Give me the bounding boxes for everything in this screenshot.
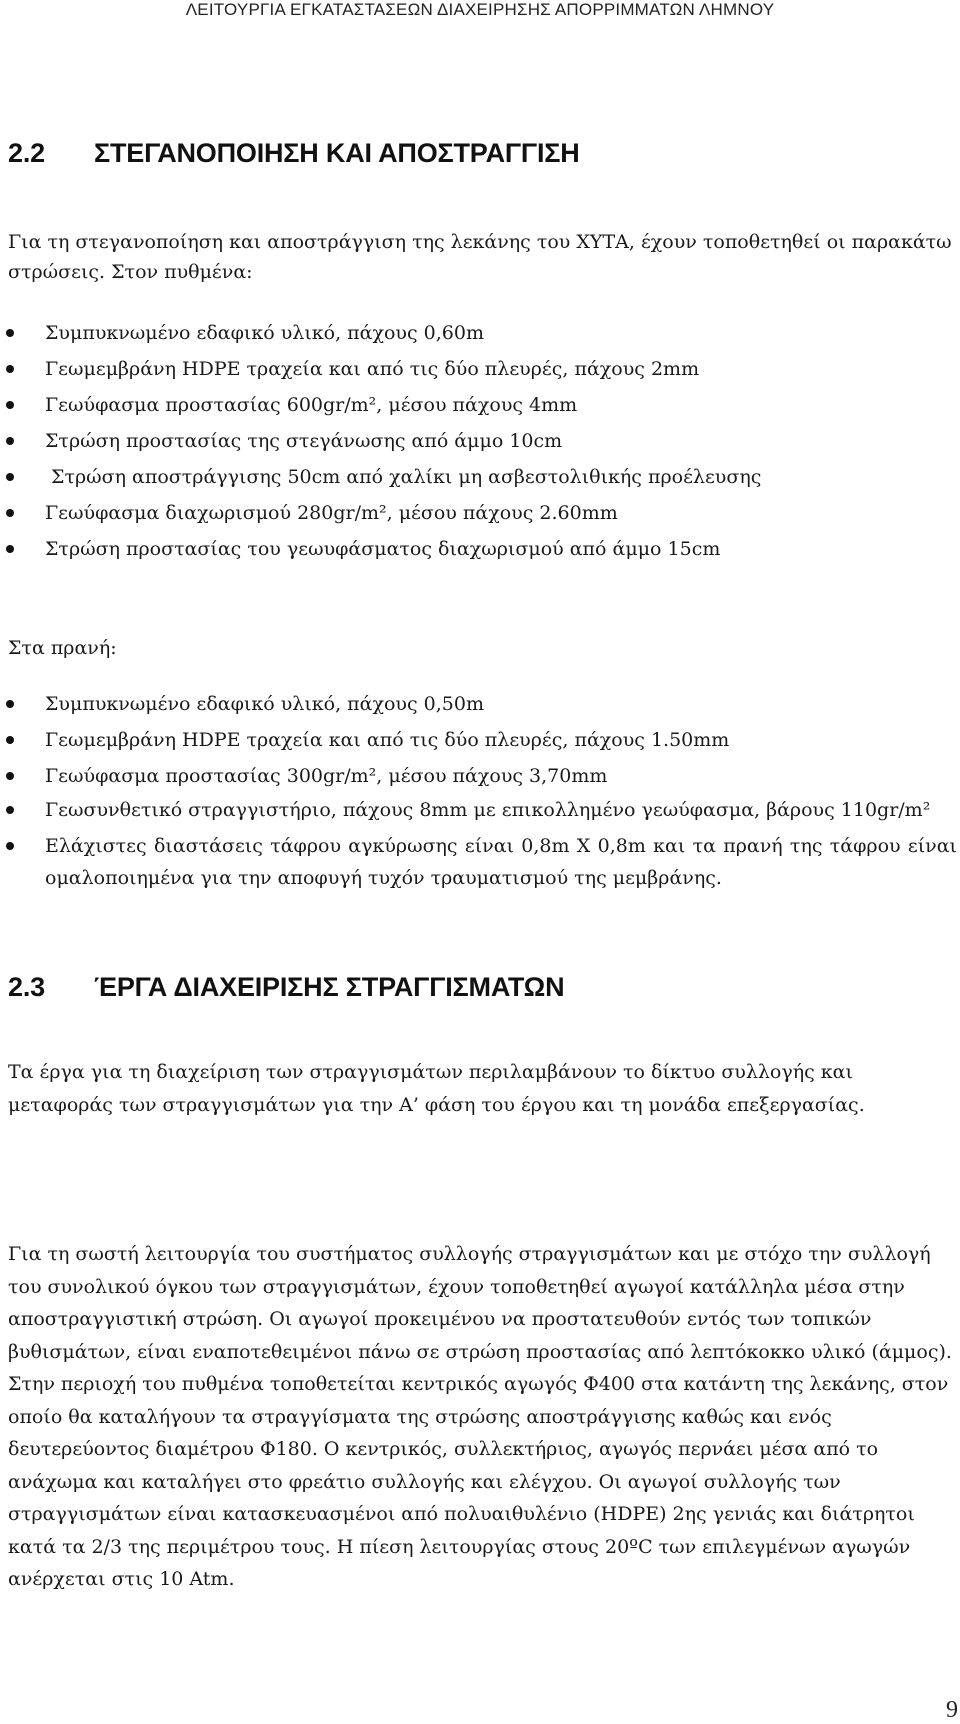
list-item-text: Γεωύφασμα διαχωρισμού 280gr/m², μέσου πάχους 2.60mm [45,502,618,524]
section-number: 2.2 [8,138,45,168]
slopes-label: Στα πρανή: [8,637,117,659]
list-item [0,495,957,531]
list-item [0,722,957,758]
section-number: 2.3 [8,972,45,1002]
list-item [0,758,957,794]
list-item [0,531,957,567]
bullet-icon [6,473,14,481]
list-item-text: Στρώση αποστράγγισης 50cm από χαλίκι μη ασβεστολιθικής προέλευσης [45,466,762,488]
bullet-icon [6,806,14,814]
list-item [0,387,957,423]
bullet-icon [6,736,14,744]
paragraph-1: Τα έργα για τη διαχείριση των στραγγισμάτων περιλαμβάνουν το δίκτυο συλλογής και μεταφοράς των στραγγισμάτων για την Α’ φάση του έργου και τη μονάδα επεξεργασίας. [8,1061,865,1116]
bottom-layers-list [0,315,960,567]
list-item-text: Γεωσυνθετικό στραγγιστήριο, πάχους 8mm με επικολλημένο γεωύφασμα, βάρους 110gr/m² [45,799,931,821]
list-item-text: Συμπυκνωμένο εδαφικό υλικό, πάχους 0,50m [45,693,484,715]
bullet-icon [6,545,14,553]
list-item-text: Στρώση προστασίας του γεωυφάσματος διαχωρισμού από άμμο 15cm [45,538,721,560]
bullet-icon [6,772,14,780]
bullet-icon [6,329,14,337]
list-item [0,686,957,722]
list-item [0,423,957,459]
bullet-icon [6,401,14,409]
bullet-icon [6,365,14,373]
section-title: ΈΡΓΑ ΔΙΑΧΕΙΡΙΣΗΣ ΣΤΡΑΓΓΙΣΜΑΤΩΝ [94,972,565,1002]
intro-paragraph: Για τη στεγανοποίηση και αποστράγγιση της λεκάνης του ΧΥΤΑ, έχουν τοποθετηθεί οι παρακάτω στρώσεις. Στον πυθμένα: [8,231,952,283]
page-number: 9 [946,1697,958,1723]
list-item [0,794,957,826]
bullet-icon [6,842,14,850]
bullet-icon [6,700,14,708]
bullet-icon [6,509,14,517]
list-item-text: Γεωύφασμα προστασίας 600gr/m², μέσου πάχους 4mm [45,394,578,416]
list-item [0,830,957,894]
list-item-text: Συμπυκνωμένο εδαφικό υλικό, πάχους 0,60m [45,322,484,344]
bullet-icon [6,437,14,445]
paragraph-2: Για τη σωστή λειτουργία του συστήματος συλλογής στραγγισμάτων και με στόχο την συλλογή του συνολικού όγκου των στραγγισμάτων, έχουν τοποθετηθεί αγωγοί κατάλληλα μέσα στην αποστραγγιστική στρώση. Οι αγωγοί προκειμένου να προστατευθούν εντός των τοπικών βυθισμάτων, είναι εναποτεθειμένοι πάνω σε στρώση προστασίας από λεπτόκοκκο υλικό (άμμος). Στην περιοχή του πυθμένα τοποθετείται κεντρικός αγωγός Φ400 στα κατάντη της λεκάνης, στον οποίο θα καταλήγουν τα στραγγίσματα της στρώσης αποστράγγισης καθώς και ενός δευτερεύοντος διαμέτρου Φ180. Ο κεντρικός, συλλεκτήριος, αγωγός περνάει μέσα από το ανάχωμα και καταλήγει στο φρεάτιο συλλογής και ελέγχου. Οι αγωγοί συλλογής των στραγγισμάτων είναι κατασκευασμένοι από πολυαιθυλένιο (HDPE) 2ης γενιάς και διάτρητοι κατά τα 2/3 της περιμέτρου τους. Η πίεση λειτουργίας στους 20ºC των επιλεγμένων αγωγών ανέρχεται στις 10 Atm. [8,1243,952,1590]
list-item-text: Γεωμεμβράνη HDPE τραχεία και από τις δύο πλευρές, πάχους 2mm [45,358,700,380]
running-header: ΛΕΙΤΟΥΡΓΙΑ ΕΓΚΑΤΑΣΤΑΣΕΩΝ ΔΙΑΧΕΙΡΗΣΗΣ ΑΠΟΡΡΙΜΜΑΤΩΝ ΛΗΜΝΟΥ [185,0,775,19]
list-item-text: Γεωύφασμα προστασίας 300gr/m², μέσου πάχους 3,70mm [45,765,608,787]
list-item [0,315,957,351]
section-heading-2-2 [8,138,580,169]
list-item-text: Γεωμεμβράνη HDPE τραχεία και από τις δύο πλευρές, πάχους 1.50mm [45,729,730,751]
section-heading-2-3 [8,972,564,1003]
list-item-text: Στρώση προστασίας της στεγάνωσης από άμμο 10cm [45,430,563,452]
list-item [0,459,957,495]
list-item [0,351,957,387]
list-item-text: Ελάχιστες διαστάσεις τάφρου αγκύρωσης είναι 0,8m Χ 0,8m και τα πρανή της τάφρου είναι ομαλοποιημένα για την αποφυγή τυχόν τραυματισμού της μεμβράνης. [45,835,957,889]
slope-layers-list [0,686,960,898]
section-title: ΣΤΕΓΑΝΟΠΟΙΗΣΗ ΚΑΙ ΑΠΟΣΤΡΑΓΓΙΣΗ [94,138,580,168]
